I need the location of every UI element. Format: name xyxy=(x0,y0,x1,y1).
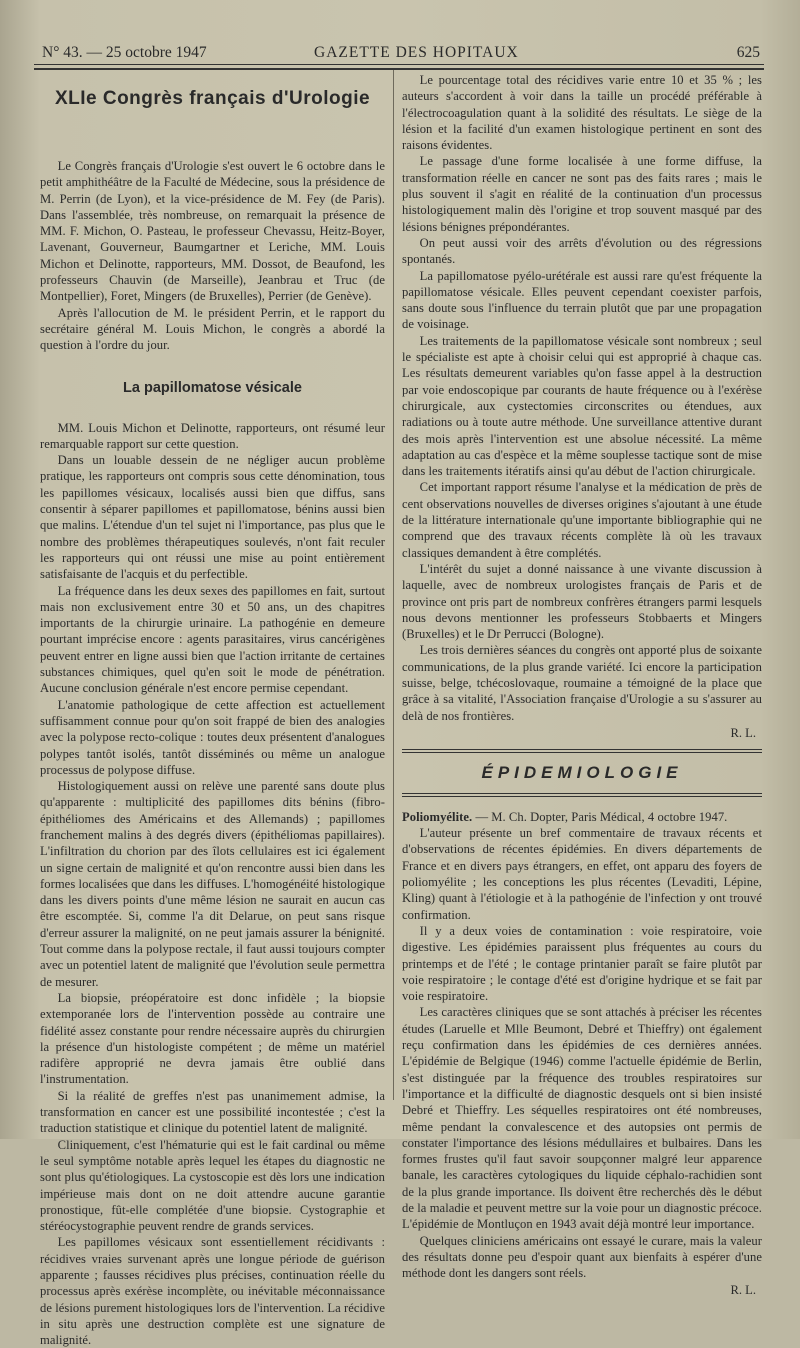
issue-date: N° 43. — 25 octobre 1947 xyxy=(42,44,207,61)
journal-name: GAZETTE DES HOPITAUX xyxy=(314,44,519,61)
paragraph: Quelques cliniciens américains ont essayé le curare, mais la valeur des résultats donne peu d'espoir quant aux bienfaits à espérer d'une méthode dont les dangers sont réels. xyxy=(402,1233,762,1281)
paragraph: La biopsie, préopératoire est donc infidèle ; la biopsie extemporanée lors de l'intervention possède au contraire une fidélité assez constante pour rendre nécessaire auprès du chirurgien la présence d'un histologiste compétent ; de même un matériel radifère approprié ne devra jamais être oublié dans l'instrumentation. xyxy=(40,990,385,1087)
paragraph: Le pourcentage total des récidives varie entre 10 et 35 % ; les auteurs s'accordent à voir dans la taille un procédé préférable à l'électrocoagulation quant à la solidité des résultats. Le siège de la lésion et la facilité d'un examen histologique pertinent en sont des raisons évidentes. xyxy=(402,73,762,153)
header-rule xyxy=(34,68,764,70)
paragraph: Les papillomes vésicaux sont essentiellement récidivants : récidives vraies survenant après une longue période de guérison apparente ; fausses récidives plus précises, continuation réelle du processus après exérèse incomplète, ou inévitable méconnaissance de lésions purement histologiques lors de l'intervention. La récidive in situ après une destruction complète est une signature de malignité. xyxy=(40,1235,385,1348)
epidemiology-banner xyxy=(402,749,762,797)
intro-paragraph: Le Congrès français d'Urologie s'est ouvert le 6 octobre dans le petit amphithéâtre de la Faculté de Médecine, sous la présidence de M. Perrin (de Lyon), et la vice-présidence de M. Fey (de Paris). Dans l'assemblée, très nombreuse, on remarquait la présence de MM. F. Michon, O. Pasteau, le professeur Chevassu, Heitz-Boyer, Lavenant, Gouverneur, Baumgartner et Leriche, MM. Louis Michon et Delinotte, rapporteurs, MM. Dossot, de Beaufond, les professeurs Chauvin (de Marseille), Jeanbrau et Truc (de Montpellier), Foret, Mingers (de Bruxelles), Perrier (de Genève). xyxy=(40,159,385,304)
polio-heading-paragraph xyxy=(402,809,762,825)
epidemiology-title: ÉPIDEMIOLOGIE xyxy=(481,762,683,782)
paragraph: Si la réalité de greffes n'est pas unanimement admise, la transformation en cancer est une possibilité incontestée ; c'est la traduction statistique et clinique du potentiel latent de malignité. xyxy=(40,1088,385,1136)
section-title: La papillomatose vésicale xyxy=(123,379,302,396)
paragraph: Le passage d'une forme localisée à une forme diffuse, la transformation réelle en cancer ne sont pas des faits rares ; mais le plus souvent il s'agit en réalité de la continuation d'un processus histologiquement malin dès l'origine et trop souvent masqué par des lésions bénignes prépondérantes. xyxy=(402,154,762,234)
paragraph: L'anatomie pathologique de cette affection est actuellement suffisamment connue pour qu'on soit frappé de bien des analogies avec la polypose recto-colique : toutes deux présentent d'analogues polypes tantôt isolés, tantôt disséminés ou même un analogue processus de polypose diffuse. xyxy=(40,697,385,777)
paragraph: Les trois dernières séances du congrès ont apporté plus de soixante communications, de la plus grande variété. Ici encore la participation suisse, belge, tchécoslovaque, roumaine a témoigné de la place que grâce à sa vitalité, l'Association française d'Urologie a su s'assurer au delà de nos frontières. xyxy=(402,643,762,723)
polio-keyword: Poliomyélite. xyxy=(402,809,473,824)
paragraph: Les traitements de la papillomatose vésicale sont nombreux ; seul le spécialiste est apte à choisir celui qui est approprié à chaque cas. Les résultats demeurent variables qu'on fasse appel à la destruction par voie endoscopique par courants de haute fréquence ou à l'exérèse chirurgicale, aux cystectomies circonscrites ou étendues, aux radiations ou à toute autre méthode. Une surveillance attentive durant des mois après l'intervention est une absolue nécessité. La même adaptation au cas d'espèce et la même souplesse tactique sont de mise dans les traitements itératifs ainsi qu'au début de l'action chirurgicale. xyxy=(402,333,762,479)
column-divider xyxy=(393,70,394,1100)
signature: R. L. xyxy=(730,1283,756,1298)
paragraph: La papillomatose pyélo-urétérale est aussi rare qu'est fréquente la papillomatose vésicale. Elles peuvent cependant coexister parfois, sans doute sous l'influence du terrain plutôt que par une propagation de voisinage. xyxy=(402,268,762,332)
congress-title: XLIe Congrès français d'Urologie xyxy=(54,88,371,109)
intro-paragraph: Après l'allocution de M. le président Perrin, et le rapport du secrétaire général M. Louis Michon, le congrès a abordé la question à l'ordre du jour. xyxy=(40,305,385,353)
paragraph: Histologiquement aussi on relève une parenté sans doute plus qu'apparente : multiplicité des papillomes dits bénins (fibro-épithéliomes des Américains et des Allemands) ; papillomes franchement malins à des degrés divers (épithéliomas papillaires). L'infiltration du chorion par des îlots cellulaires est ici également un signe certain de malignité et qu'on rencontre aussi bien dans les formes localisées que dans les diffuses. L'homogénéité histologique dans les divers points d'une même lésion ne saurait en aucun cas être escomptée. Si, comme l'a dit Delarue, on peut sans risque d'erreur assurer la malignité, on ne peut jamais assurer la bénignité. Tout comme dans la polypose rectale, il faut aussi toujours compter avec un potentiel latent de malignité que l'évolution seule permettra de mesurer. xyxy=(40,779,385,989)
paragraph: Les caractères cliniques que se sont attachés à préciser les récentes études (Laruelle et Mlle Beumont, Debré et Thieffry) ont également reçu confirmation dans les épidémies de ces dernières années. L'épidémie de Belgique (1946) comme l'actuelle épidémie de Berlin, s'est distinguée par la fréquence des troubles respiratoires sur l'importance et la difficulté de diagnostic desquels ont si bien insisté Debré et Thieffry. Les séquelles respiratoires ont été nombreuses, même pendant la convalescence et des autopsies ont permis de constater l'importance des lésions médullaires et bulbaires. Dans les formes frustes qu'il faut savoir soupçonner malgré leur apparence banale, les caractères cytologiques du liquide céphalo-rachidien sont de la plus grande importance. Ils doivent être recherchés dès le début de la maladie et peuvent mettre sur la voie pour un diagnostic précoce. L'épidémie de Montluçon en 1943 avait déjà montré leur importance. xyxy=(402,1005,762,1232)
page-number: 625 xyxy=(736,44,760,61)
paragraph: Cliniquement, c'est l'hématurie qui est le fait cardinal ou même le seul symptôme notable après lequel les étapes du diagnostic ne sont plus qu'étiologiques. La cystoscopie est dès lors une indication impérieuse mais dont on ne doit attendre aucune garantie pronostique, fût-elle complétée d'une biopsie. Cystographie et stéréocystographie peuvent rendre de grands services. xyxy=(40,1137,385,1234)
paragraph: MM. Louis Michon et Delinotte, rapporteurs, ont résumé leur remarquable rapport sur cette question. xyxy=(40,420,385,451)
right-column xyxy=(402,72,762,1298)
paragraph: On peut aussi voir des arrêts d'évolution ou des régressions spontanés. xyxy=(402,235,762,267)
signature: R. L. xyxy=(730,725,756,740)
banner-rule xyxy=(402,793,762,797)
paragraph: Cet important rapport résume l'analyse et la médication de près de cent observations nouvelles de diverses origines s'ajoutant à une étude de la littérature internationale qu'une importante bibliographie qui ne comprend que des travaux récents complète là où les travaux classiques demandent à être complétés. xyxy=(402,480,762,560)
paragraph: Il y a deux voies de contamination : voie respiratoire, voie digestive. Les épidémies paraissent plus fréquentes au cours du printemps et de l'été ; le contage printanier paraît se faire plutôt par voie respiratoire ; le contage d'été est d'origine hydrique et se fait par voie respiratoire. xyxy=(402,923,762,1004)
paragraph: L'intérêt du sujet a donné naissance à une vivante discussion à laquelle, avec de nombreux urologistes français de Paris et de province ont pris part de nombreux confrères étrangers parmi lesquels nous devons mentionner les professeurs Stobbaerts et Mingers (Bruxelles) et le Dr Perrucci (Bologne). xyxy=(402,561,762,642)
paragraph: La fréquence dans les deux sexes des papillomes en fait, surtout mais non exclusivement entre 30 et 50 ans, un des chapitres importants de la chirurgie urinaire. La pathogénie en demeure pourtant imprécise encore : agents parasitaires, virus cancérigènes peuvent entrer en ligne aussi bien que l'action irritante de certaines substances chimiques, quel qu'en soit le mode de pénétration. Aucune conclusion générale n'est encore permise cependant. xyxy=(40,583,385,696)
polio-citation: — M. Ch. Dopter, Paris Médical, 4 octobre 1947. xyxy=(472,809,728,824)
paragraph: L'auteur présente un bref commentaire de travaux récents et d'observations de récentes épidémies. En divers départements de France et en divers pays étrangers, en effet, ont apparu des foyers de poliomyélite ; les conceptions les plus récentes (Levaditi, Lépine, Kling) quant à l'étiologie et à la pathogénie de l'infection y ont trouvé confirmation. xyxy=(402,826,762,922)
page-header xyxy=(34,40,764,65)
paragraph: Dans un louable dessein de ne négliger aucun problème pratique, les rapporteurs ont compris sous cette dénomination, tous les papillomes vésicaux, localisés aussi bien que diffus, sans consentir à séparer papillomes et papillomatose, bénins aussi bien que malins. L'étendue d'un tel sujet ni l'importance, pas plus que le nombre des problèmes thérapeutiques soulevés, n'ont fait reculer les rapporteurs qui ont réussi une mise au point entièrement satisfaisante de l'acquis et du perfectible. xyxy=(40,453,385,582)
left-column xyxy=(40,78,385,1348)
